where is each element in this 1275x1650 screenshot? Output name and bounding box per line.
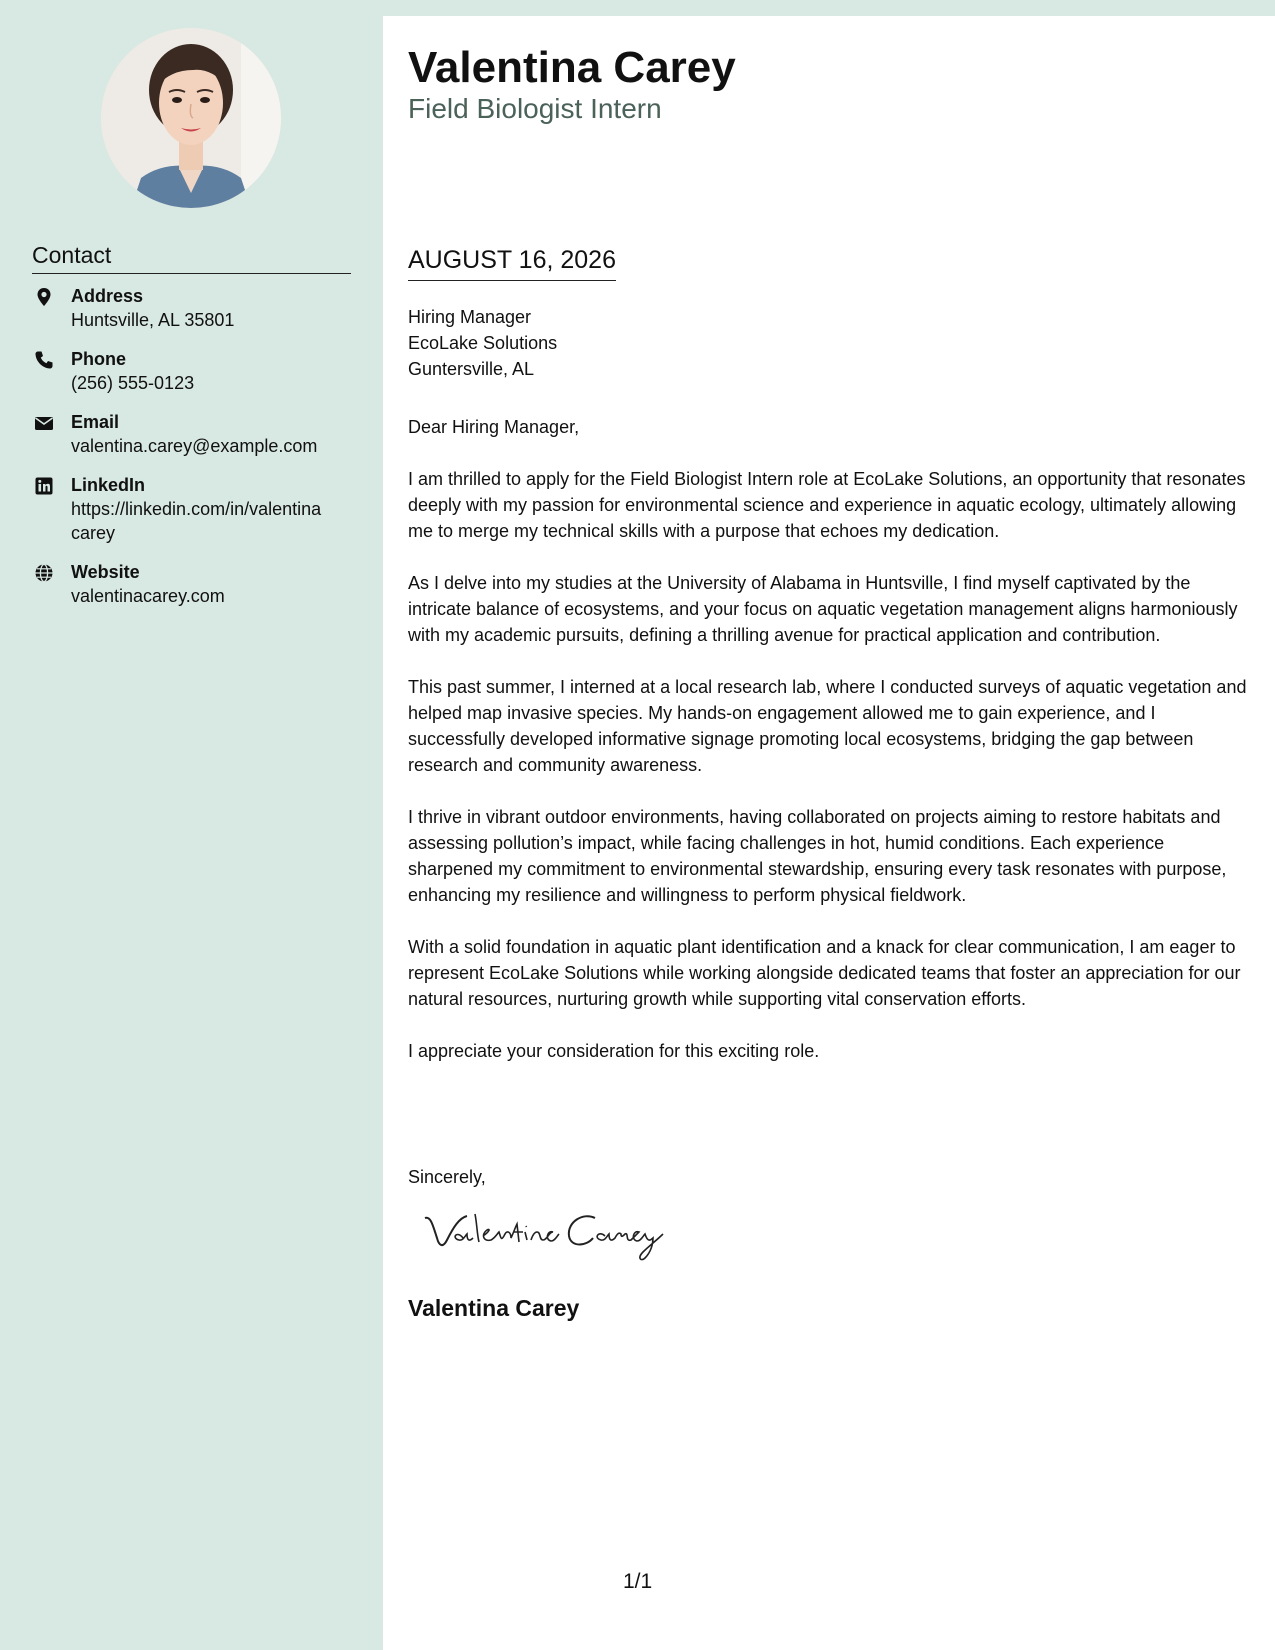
body-paragraph: I thrive in vibrant outdoor environments, having collaborated on projects aiming to restore habitats and assessing pollution’s impact, while facing challenges in hot, humid conditions. Each experience sharpened my commitment to environmental stewardship, ensuring every task resonates with purpose, enhancing my resilience and willingness to perform physical fieldwork. bbox=[408, 807, 1227, 905]
contact-heading: Contact bbox=[32, 240, 351, 274]
handwritten-signature bbox=[417, 1204, 677, 1264]
page-number: 1/1 bbox=[623, 1570, 653, 1593]
applicant-title: Field Biologist Intern bbox=[408, 93, 662, 124]
globe-icon bbox=[34, 563, 54, 583]
phone-label: Phone bbox=[71, 349, 127, 369]
email-value: valentina.carey@example.com bbox=[71, 436, 318, 456]
body-paragraph: With a solid foundation in aquatic plant identification and a knack for clear communication, I am eager to represent EcoLake Solutions while working alongside dedicated teams that foster an appreciation for our natural resources, nurturing growth while supporting vital conservation efforts. bbox=[408, 937, 1241, 1009]
linkedin-value-line2: carey bbox=[71, 523, 116, 543]
map-pin-icon bbox=[34, 287, 54, 307]
linkedin-icon bbox=[34, 476, 54, 496]
contact-email bbox=[32, 410, 352, 458]
contact-list bbox=[32, 284, 352, 623]
recipient-line: EcoLake Solutions bbox=[408, 333, 558, 353]
linkedin-label: LinkedIn bbox=[71, 475, 146, 495]
letter-page bbox=[383, 16, 1275, 1650]
signed-name: Valentina Carey bbox=[408, 1295, 580, 1321]
phone-value: (256) 555-0123 bbox=[71, 373, 195, 393]
recipient-block bbox=[408, 304, 557, 382]
recipient-line: Guntersville, AL bbox=[408, 359, 535, 379]
sidebar bbox=[0, 0, 383, 1650]
closing: Sincerely, bbox=[408, 1167, 486, 1187]
contact-address bbox=[32, 284, 352, 332]
linkedin-value-line1: https://linkedin.com/in/valentina bbox=[71, 499, 322, 519]
address-label: Address bbox=[71, 286, 144, 306]
applicant-name: Valentina Carey bbox=[408, 43, 736, 92]
body-paragraph: I appreciate your consideration for this exciting role. bbox=[408, 1041, 820, 1061]
website-value: valentinacarey.com bbox=[71, 586, 225, 606]
envelope-icon bbox=[34, 413, 54, 433]
website-label: Website bbox=[71, 562, 140, 582]
body-paragraph: I am thrilled to apply for the Field Biologist Intern role at EcoLake Solutions, an opportunity that resonates deeply with my passion for environmental science and experience in aquatic ecology, ultimately allowing me to merge my technical skills with a purpose that echoes my dedication. bbox=[408, 469, 1246, 541]
phone-icon bbox=[34, 350, 54, 370]
contact-website bbox=[32, 560, 352, 608]
body-paragraph: As I delve into my studies at the University of Alabama in Huntsville, I find myself captivated by the intricate balance of ecosystems, and your focus on aquatic vegetation management aligns harmoniously with my academic pursuits, defining a thrilling avenue for practical application and contribution. bbox=[408, 573, 1238, 645]
profile-photo bbox=[101, 28, 281, 208]
salutation: Dear Hiring Manager, bbox=[408, 417, 580, 437]
contact-linkedin bbox=[32, 473, 352, 545]
avatar bbox=[101, 28, 281, 208]
recipient-line: Hiring Manager bbox=[408, 307, 532, 327]
address-value: Huntsville, AL 35801 bbox=[71, 310, 235, 330]
email-label: Email bbox=[71, 412, 120, 432]
letter-date: AUGUST 16, 2026 bbox=[408, 244, 616, 281]
contact-phone bbox=[32, 347, 352, 395]
body-paragraph: This past summer, I interned at a local research lab, where I conducted surveys of aquatic vegetation and helped map invasive species. My hands-on engagement allowed me to gain experience, and I successfully developed informative signage promoting local ecosystems, bridging the gap between research and community awareness. bbox=[408, 677, 1247, 775]
letter-body bbox=[408, 414, 1248, 1090]
